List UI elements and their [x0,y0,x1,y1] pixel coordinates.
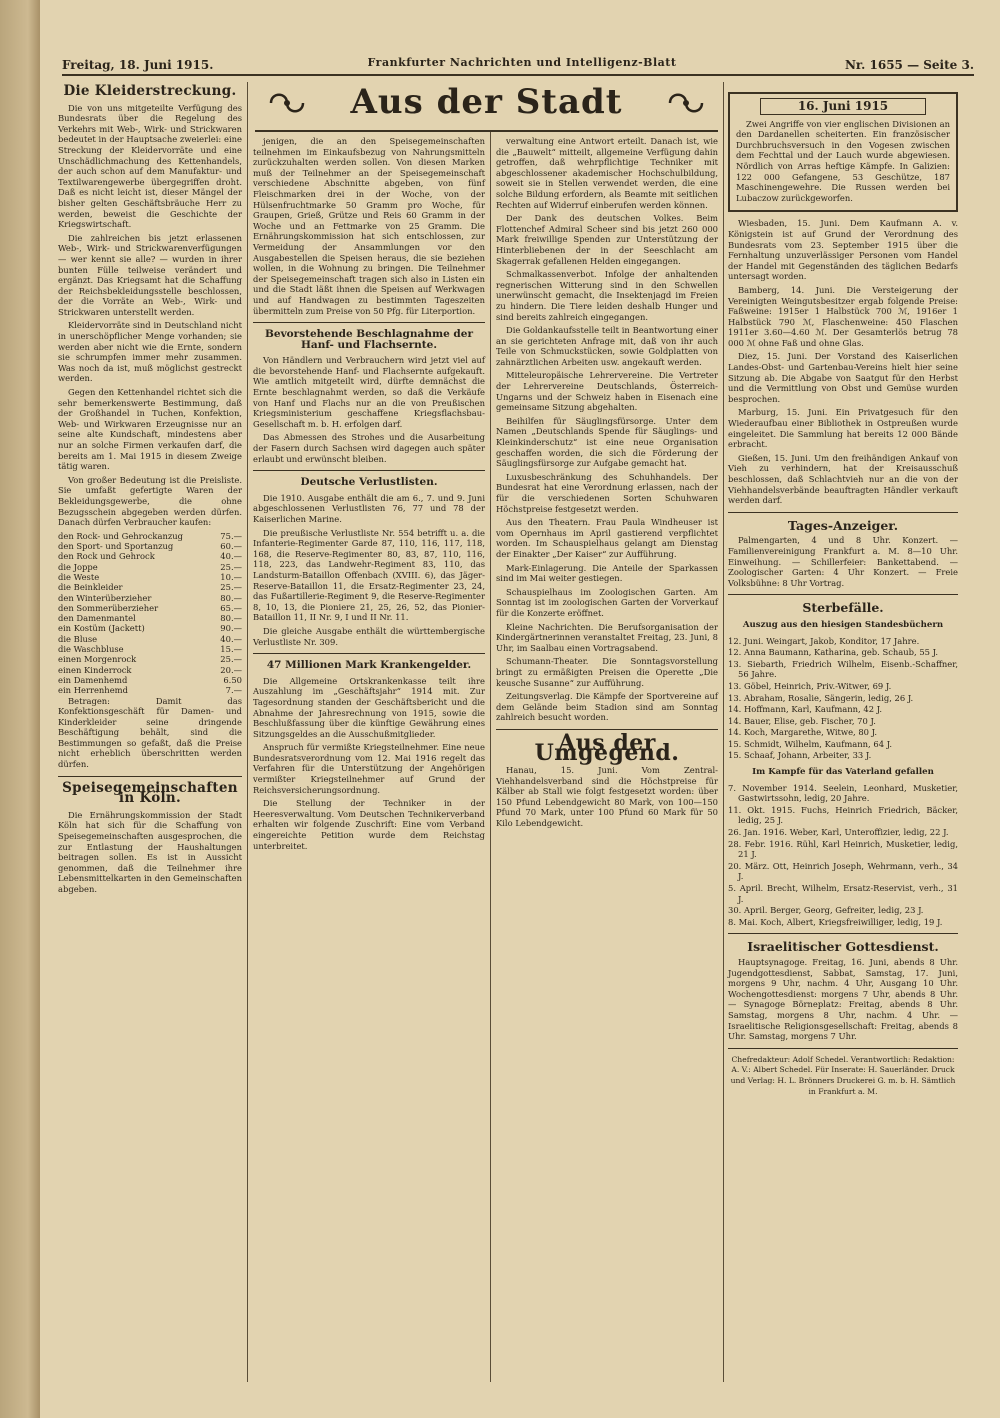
price-row [58,593,242,603]
article-paragraph: Zeitungsverlag. Die Kämpfe der Sportvereine auf dem Gelände beim Stadion sind am Sonntag zahlreich besucht worden. [496,691,718,723]
article-paragraph: verwaltung eine Antwort erteilt. Danach ist, wie die „Bauwelt“ mitteilt, allgemeine Verfügung dahin getroffen, daß wehrpflichtige Techniker mit abgeschlossener akademischer Hochschulbildung, soweit sie in Stellen verwendet werden, die eine solche Bildung erfordern, als Beamte mit seitlichen Rechten auf Widerruf einberufen werden können. [496,136,718,210]
price-item: den Rock- und Gehrockanzug [58,530,184,541]
article-title: Speisegemeinschaften in Köln. [62,779,238,807]
article-paragraph: Kleidervorräte sind in Deutschland nicht in unerschöpflicher Menge vorhanden; sie werden aber nicht wie die Ernte, sondern sie schrumpfen immer mehr zusammen. Was noch da ist, muß möglichst gestreckt werden. [58,320,242,384]
article-divider [253,470,485,471]
article-paragraph: Schmalkassenverbot. Infolge der anhaltenden regnerischen Witterung sind in den Schwellen unerwünscht gemacht, die Insektenjagd im Freien zu hindern. Die Tiere leiden deshalb Hunger und sind bereits zahlreich eingegangen. [496,269,718,322]
price-item: den Winterüberzieher [58,592,152,603]
ornament-icon [664,88,708,118]
header-paper-name: Frankfurter Nachrichten und Intelligenz-Blatt [367,56,677,69]
list-item: 15. Schmidt, Wilhelm, Kaufmann, 64 J. [728,738,893,749]
price-row [58,665,242,675]
list-item: 5. April. Brecht, Wilhelm, Ersatz-Reservist, verh., 31 J. [728,883,958,904]
price-row [58,654,242,664]
left-page-gutter [0,0,40,1418]
page-header [62,52,974,74]
price-value: 7.— [225,685,242,696]
article-paragraph: Der Dank des deutschen Volkes. Beim Flottenchef Admiral Scheer sind bis jetzt 260 000 Mark freiwillige Spenden zur Unterstützung der Hinterbliebenen der in der Seeschlacht am Skagerrak gefallenen Helden eingegangen. [496,213,718,266]
article-divider [253,322,485,323]
column-4 [728,92,958,1100]
article-paragraph: Betragen: Damit das Konfektionsgeschäft für Damen- und Kinderkleider seine dringende Beschäftigung behält, sind die Bestimmungen so gefaßt, daß die Preise nicht erheblich überschritten werden dürfen. [58,695,242,770]
article-title: Sterbefälle. [802,600,884,616]
article-paragraph: Die Goldankaufsstelle teilt in Beantwortung einer an sie gerichteten Anfrage mit, daß von ihr auch Teile von Schmuckstücken, sowie Goldplatten von zahnärztlichen Arbeiten usw. angekauft werden. [496,325,718,367]
list-item: 15. Schaaf, Johann, Arbeiter, 33 J. [728,750,872,761]
price-value: 6.50 [223,674,242,685]
column-rule [247,82,248,1382]
article-paragraph: Beihilfen für Säuglingsfürsorge. Unter dem Namen „Deutschlands Spende für Säuglings- und Kleinkinderschutz“ ist eine neue Organisation geschaffen worden, die sich die Förderung der Säuglingsfürsorge zur Aufgabe gemacht hat. [496,415,718,469]
article-paragraph: Die von uns mitgeteilte Verfügung des Bundesrats über die Regelung des Verkehrs mit Web-, Wirk- und Strickwaren bedeutet in der Hauptsache zweierlei: eine Streckung der Kleidervorräte und eine Unschädlichmachung des Kettenhandels, der auch schon auf dem Manufaktur- und Textilwarengewerbe übergegriffen droht. Daß es nicht leicht ist, dieser Mängel der bisher gelten Geschäftsbräuche Herr zu werden, beweist die Geschichte der Kriegswirtschaft. [58,102,242,230]
list-item: 14. Koch, Margarethe, Witwe, 80 J. [728,727,878,738]
price-row [58,603,242,613]
ornament-icon [265,88,309,118]
date-box [728,92,958,212]
article-paragraph: Gegen den Kettenhandel richtet sich die sehr bemerkenswerte Bestimmung, daß der Großhandel in Tuchen, Konfektion, Web- und Wirkwaren Erzeugnisse nur an seine alte Kundschaft, mindestens aber nur an solche Firmen verkaufen darf, die bereits am 1. Mai 1915 in diesem Zweige tätig waren. [58,387,242,472]
article-subtitle: Auszug aus den hiesigen Standesbüchern [742,619,944,630]
article-paragraph: jenigen, die an den Speisegemeinschaften teilnehmen im Einkaufsbezug von Nahrungsmitteln zurückzuhalten werden sollen. Von diesen Marken muß der Teilnehmer an der Speisegemeinschaft verschiedene Abschnitte abgeben, von fünf Fleischmarken drei in der Woche, von der Hülsenfruchtmarke 50 Gramm pro Woche, für Graupen, Grieß, Grütze und Reis 60 Gramm in der Woche und an Fettmarke von 25 Gramm. Die Ernährungskommission hat sich entschlossen, zur Vermeidung der Ansammlungen vor den Ausgabestellen die Speisen heraus, die sie beziehen wollen, in die Wohnung zu bringen. Die Teilnehmer der Speisegemeinschaft tragen sich also in Listen ein und die Stadt läßt ihnen die Speisen auf Werkwagen und auf Handwagen zu bestimmten Tageszeiten übermitteln zum Preise von 50 Pfg. für Literportion. [253,136,485,316]
list-item: 30. April. Berger, Georg, Gefreiter, ledig, 23 J. [728,905,924,916]
price-item: die Joppe [58,561,98,572]
article-paragraph: Schumann-Theater. Die Sonntagsvorstellung bringt zu ermäßigten Preisen die Operette „Die keusche Susanne“ zur Aufführung. [496,656,718,688]
list-item: 11. Okt. 1915. Fuchs, Heinrich Friedrich, Bäcker, ledig, 25 J. [728,804,958,826]
price-row [58,531,242,541]
price-row [58,613,242,623]
list-item: 14. Bauer, Elise, geb. Fischer, 70 J. [728,715,876,726]
price-row [58,644,242,654]
article-paragraph: Die zahlreichen bis jetzt erlassenen Web-, Wirk- und Strickwarenverfügungen — wer kennt sie alle? — wurden in ihrer bunten Fülle teilweise verändert und ergänzt. Das Kriegsamt hat die Schaffung der Reichsbekleidungsstelle beschlossen, der die Vorräte an Web-, Wirk- und Strickwaren unterstellt werden. [58,232,242,317]
header-rule [62,74,974,76]
article-paragraph: Mark-Einlagerung. Die Anteile der Sparkassen sind im Mai weiter gestiegen. [496,562,718,584]
price-row [58,634,242,644]
price-value: 10.— [220,571,242,582]
article-paragraph: Aus den Theatern. Frau Paula Windheuser ist vom Opernhaus im April gastierend verpflichtet worden. Im Schauspielhaus gelangt am Dienstag der Einakter „Der Kaiser“ zur Aufführung. [496,517,718,559]
article-paragraph: Die Ernährungskommission der Stadt Köln hat sich für die Schaffung von Speisegemeinschaften ausgesprochen, die zur Entlastung der Haushaltungen beitragen sollen. Es ist in Aussicht genommen, daß die Teilnehmer ihre Lebensmittelkarten in den Gemeinschaften abgeben. [58,809,242,894]
list-item: 13. Göbel, Heinrich, Priv.-Witwer, 69 J. [728,680,892,691]
price-row [58,551,242,561]
price-item: die Bluse [58,633,98,644]
column-rule [723,82,724,1382]
date-text: Zwei Angriffe von vier englischen Divisionen an den Dardanellen scheiterten. Ein französischer Durchbruchsversuch in den Vogesen zwischen dem Fechttal und der Lauch wurde abgewiesen. Nördlich von Arras heftige Kämpfe. In Galizien: 122 000 Gefangene, 53 Geschütze, 187 Maschinengewehre. Die Russen werden bei Lubaczow zurückgeworfen. [736,118,950,203]
article-title: Bevorstehende Beschlagnahme der Hanf- und Flachsernte. [265,328,473,351]
article-paragraph: Hanau, 15. Juni. Vom Zentral-Viehhandelsverband sind die Höchstpreise für Kälber ab Stall wie folgt festgesetzt worden: über 150 Pfund Lebendgewicht 80 Mark, von 100—150 Pfund 70 Mark, unter 100 Pfund 60 Mark für 50 Kilo Lebendgewicht. [496,765,718,829]
price-row [58,623,242,633]
section-title: Aus der Stadt [350,82,623,122]
price-value: 25.— [220,654,242,665]
article-paragraph: Die Allgemeine Ortskrankenkasse teilt ihre Auszahlung im „Geschäftsjahr“ 1914 mit. Zur Tagesordnung standen der Geschäftsbericht und die Abnahme der Jahresrechnung von 1915, sowie die Beschlußfassung über die künftige Gewährung eines Sitzungsgeldes an die Ausschußmitglieder. [253,675,485,739]
article-divider [728,933,958,934]
list-item: 14. Hoffmann, Karl, Kaufmann, 42 J. [728,704,883,715]
article-paragraph: Palmengarten, 4 und 8 Uhr. Konzert. — Familienvereinigung Frankfurt a. M. 8—10 Uhr. Einweihung. — Schillerfeier: Bankettabend. — Zoologischer Garten: 4 Uhr Konzert. — Freie Volksbühne: 8 Uhr Vortrag. [728,535,958,588]
column-1 [58,82,242,898]
price-row [58,582,242,592]
article-paragraph: Hauptsynagoge. Freitag, 16. Juni, abends 8 Uhr. Jugendgottesdienst, Sabbat, Samstag, 17. Juni, morgens 9 Uhr, nachm. 4 Uhr, Ausgang 10 Uhr. Wochengottesdienst: morgens 7 Uhr, abends 8 Uhr. — Synagoge Börneplatz: Freitag, abends 8 Uhr. Samstag, morgens 8 Uhr, nachm. 4 Uhr. — Israelitische Religionsgesellschaft: Freitag, abends 8 Uhr. Samstag, morgens 7 Uhr. [728,956,958,1042]
article-divider [728,1048,958,1049]
column-rule [490,132,491,1382]
price-row [58,572,242,582]
section-masthead [255,78,718,132]
article-paragraph: Die gleiche Ausgabe enthält die württembergische Verlustliste Nr. 309. [253,625,485,647]
fallen-list [728,783,958,928]
article-title: Deutsche Verlustlisten. [300,476,438,489]
list-item: 20. März. Ott, Heinrich Joseph, Wehrmann, verh., 34 J. [728,860,958,882]
date-heading: 16. Juni 1915 [760,98,926,115]
article-divider [58,776,242,777]
article-paragraph: Luxusbeschränkung des Schuhhandels. Der Bundesrat hat eine Verordnung erlassen, nach der für die verschiedenen Sorten Schuhwaren Höchstpreise festgesetzt werden. [496,471,718,514]
price-item: ein Herrenhemd [58,685,128,696]
header-date: Freitag, 18. Juni 1915. [62,58,214,72]
article-title: Tages-Anzeiger. [787,517,899,533]
price-item: den Sommerüberzieher [58,602,159,613]
article-title: Die Kleiderstreckung. [63,83,237,99]
article-divider [728,512,958,513]
price-value: 80.— [220,592,242,603]
price-row [58,685,242,695]
article-paragraph: Von Händlern und Verbrauchern wird jetzt viel auf die bevorstehende Hanf- und Flachsernte aufgekauft. Wie amtlich mitgeteilt wird, dürfte demnächst die Ernte beschlagnahmt werden, so daß die Verkäufe von Hanf und Flachs nur an die von Preußischen Kriegsministerium geschaffene Kriegsflachsbau-Gesellschaft m. b. H. erfolgen darf. [253,355,485,429]
column-3 [496,136,718,832]
article-divider [253,653,485,654]
article-paragraph: Mitteleuropäische Lehrervereine. Die Vertreter der Lehrervereine Deutschlands, Österreich-Ungarns und der Schweiz haben in Eisenach eine gemeinsame Sitzung abgehalten. [496,370,718,413]
price-value: 20.— [220,664,242,675]
price-value: 25.— [220,561,242,572]
article-paragraph: Anspruch für vermißte Kriegsteilnehmer. Eine neue Bundesratsverordnung vom 12. Mai 1916 regelt das Verfahren für die Unterstützung der Angehörigen vermißter Kriegsteilnehmer auf Grund der Reichsversicherungsordnung. [253,742,485,795]
article-title: Israelitischer Gottesdienst. [747,939,939,955]
list-item: 26. Jan. 1916. Weber, Karl, Unteroffizier, ledig, 22 J. [728,827,949,838]
price-item: den Damenmantel [58,613,136,624]
header-page-number: Nr. 1655 — Seite 3. [844,58,974,72]
article-paragraph: Das Abmessen des Strohes und die Ausarbeitung der Fasern durch Sachsen wird dagegen auch später erlaubt und erwünscht bleiben. [253,432,485,464]
article-paragraph: Die Stellung der Techniker in der Heeresverwaltung. Vom Deutschen Technikerverband erhalten wir folgende Zuschrift: Eine vom Verband eingereichte Petition wurde dem Reichstag unterbreitet. [253,798,485,851]
article-title: 47 Millionen Mark Krankengelder. [266,659,472,672]
list-item: 8. Mai. Koch, Albert, Kriegsfreiwilliger, ledig, 19 J. [728,916,943,927]
list-item: 7. November 1914. Seelein, Leonhard, Musketier, Gastwirtssohn, ledig, 20 Jahre. [728,782,958,804]
price-row [58,675,242,685]
price-item: ein Kostüm (Jackett) [58,623,145,634]
list-item: 12. Juni. Weingart, Jakob, Konditor, 17 Jahre. [728,635,920,646]
article-paragraph: Von großer Bedeutung ist die Preisliste. Sie umfaßt gefertigte Waren der Bekleidungsgewerbe, die ohne Bezugsschein abgegeben werden dürfen. Danach dürfen Verbraucher kaufen: [58,474,242,528]
price-item: einen Kinderrock [58,664,132,675]
price-item: den Sport- und Sportanzug [58,541,174,552]
article-paragraph: Schauspielhaus im Zoologischen Garten. Am Sonntag ist im zoologischen Garten der Vorverkauf für die Konzerte eröffnet. [496,586,718,618]
column-2 [253,136,485,854]
price-value: 75.— [220,530,242,541]
article-paragraph: Kleine Nachrichten. Die Berufsorganisation der Kindergärtnerinnen veranstaltet Freitag, 23. Juni, 8 Uhr, im Saalbau einen Vortragsabend. [496,621,718,653]
list-item: 12. Anna Baumann, Katharina, geb. Schaub, 55 J. [728,647,939,658]
price-item: einen Morgenrock [58,654,137,665]
price-item: den Rock und Gehrock [58,551,155,562]
death-list [728,636,958,762]
price-item: die Weste [58,571,100,582]
price-value: 40.— [220,633,242,644]
section-title: Aus der Umgegend. [534,729,680,767]
list-item: 13. Abraham, Rosalie, Sängerin, ledig, 26 J. [728,692,914,703]
price-value: 40.— [220,551,242,562]
price-value: 15.— [220,644,242,655]
newspaper-page [40,0,1000,1418]
article-paragraph: Gießen, 15. Juni. Um den freihändigen Ankauf von Vieh zu verhindern, hat der Kreisausschuß beschlossen, daß Schlachtvieh nur an die von der Viehhandelsverbände beauftragten Händler verkauft werden darf. [728,452,958,506]
price-value: 25.— [220,582,242,593]
price-item: ein Damenhemd [58,674,128,685]
price-value: 90.— [220,623,242,634]
price-value: 60.— [220,541,242,552]
article-subtitle: Im Kampfe für das Vaterland gefallen [752,767,934,778]
article-divider [728,594,958,595]
article-paragraph: Diez, 15. Juni. Der Vorstand des Kaiserlichen Landes-Obst- und Gartenbau-Vereins hielt hier seine Sitzung ab. Die Abgabe von Saatgut für den Herbst und die Vermittlung von Obst und Gemüse wurden besprochen. [728,351,958,404]
price-value: 65.— [220,602,242,613]
price-row [58,562,242,572]
article-paragraph: Marburg, 15. Juni. Ein Privatgesuch für den Wiederaufbau einer Bibliothek in Ostpreußen wurde eingeleitet. Die Sammlung hat bereits 12 000 Bände erbracht. [728,407,958,450]
price-table [58,531,242,696]
price-value: 80.— [220,613,242,624]
article-paragraph: Die preußische Verlustliste Nr. 554 betrifft u. a. die Infanterie-Regimenter Garde 87, 110, 116, 117, 118, 168, die Reserve-Regimenter 80, 83, 87, 110, 116, 118, 223, das Landwehr-Regiment 83, 110, das Landsturm-Bataillon Offenbach (XVIII. 6), das Jäger-Reserve-Bataillon 11, die Ersatz-Regimenter 23, 24, das Fußartillerie-Regiment 9, die Reserve-Regimenter 8, 10, 13, die Pioniere 21, 25, 26, 52, das Pionier-Bataillon 11, II Nr. 9, I und II Nr. 11. [253,527,485,623]
price-item: die Beinkleider [58,582,123,593]
imprint: Chefredakteur: Adolf Schedel. Verantwortlich: Redaktion: A. V.: Albert Schedel. Für Inserate: H. Sauerländer. Druck und Verlag: H. L. Brönners Druckerei G. m. b. H. Sämtlich in Frankfurt a. M. [730,1054,956,1096]
list-item: 28. Febr. 1916. Rühl, Karl Heinrich, Musketier, ledig, 21 J. [728,838,958,860]
list-item: 13. Siebarth, Friedrich Wilhelm, Eisenb.-Schaffner, 56 Jahre. [728,658,958,680]
price-item: die Waschbluse [58,644,124,655]
article-paragraph: Die 1910. Ausgabe enthält die am 6., 7. und 9. Juni abgeschlossenen Verlustlisten 76, 77 und 78 der Kaiserlichen Marine. [253,492,485,524]
price-row [58,541,242,551]
article-paragraph: Wiesbaden, 15. Juni. Dem Kaufmann A. v. Königstein ist auf Grund der Verordnung des Bundesrats vom 23. September 1915 über die Fernhaltung unzuverlässiger Personen vom Handel der Handel mit Gegenständen des täglichen Bedarfs untersagt worden. [728,218,958,282]
article-paragraph: Bamberg, 14. Juni. Die Versteigerung der Vereinigten Weingutsbesitzer ergab folgende Preise: Faßweine: 1915er 1 Halbstück 700 ℳ, 1916er 1 Halbstück 790 ℳ, Flaschenweine: 450 Flaschen 1911er 3.60—4.60 ℳ. Der Gesamterlös betrug 78 000 ℳ ohne Faß und ohne Glas. [728,284,958,348]
